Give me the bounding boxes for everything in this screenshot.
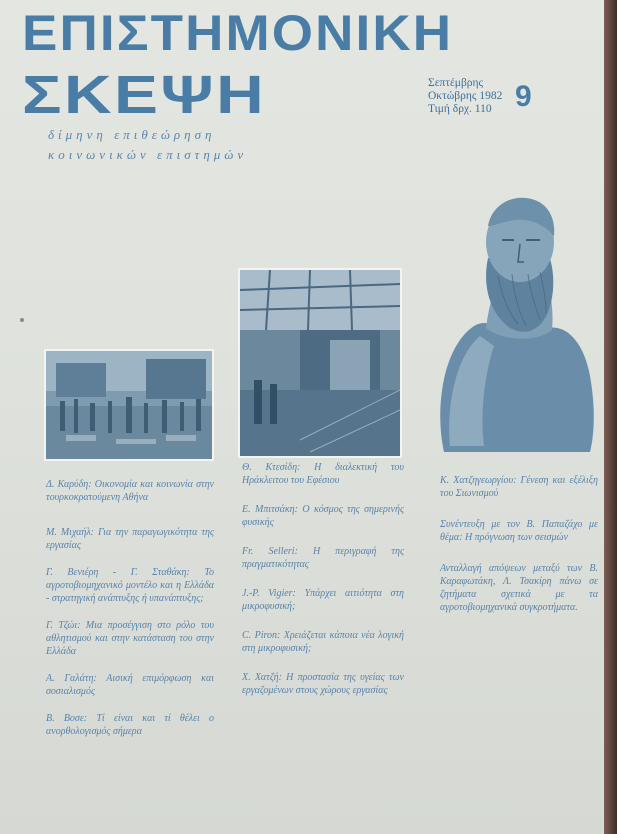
contents-column-1 bbox=[46, 478, 214, 752]
issue-price: Τιμή δρχ. 110 bbox=[428, 103, 492, 115]
article-entry: Θ. Κτεσίδη: Η διαλεκτική του Ηράκλειτου του Εφέσιου bbox=[242, 462, 404, 486]
article-entry: Γ. Τζώι: Μια προσέγγιση στο ρόλο του αθλητισμού και στην κατάσταση του στην Ελλάδα bbox=[46, 620, 214, 657]
article-entry: Ε. Μπιτσάκη: Ο κόσμος της σημερινής φυσικής bbox=[242, 504, 404, 528]
article-entry: C. Piron: Χρειάζεται κάποια νέα λογική στη μικροφυσική; bbox=[242, 630, 404, 654]
factory-interior-photo bbox=[238, 268, 402, 458]
market-scene-photo bbox=[44, 349, 214, 461]
article-entry: J.-P. Vigier: Υπάρχει αιτιότητα στη μικροφυσική; bbox=[242, 588, 404, 612]
article-entry: Μ. Μιχαήλ: Για την παραγωγικότητα της εργασίας bbox=[46, 527, 214, 551]
article-entry: Χ. Χατζή: Η προστασία της υγείας των εργαζομένων στους χώρους εργασίας bbox=[242, 672, 404, 696]
magazine-title-line-1: ΕΠΙΣΤΗΜΟΝΙΚΗ bbox=[22, 5, 454, 61]
subtitle-line-2: κοινωνικών επιστημών bbox=[48, 147, 248, 162]
magazine-title-line-2: ΣΚΕΨΗ bbox=[22, 65, 267, 125]
issue-months-1: Σεπτέμβρης bbox=[428, 77, 484, 89]
article-entry: Β. Βοσε: Τί είναι και τί θέλει ο ανορθολογισμός σήμερα bbox=[46, 713, 214, 737]
heraclitus-bust-image bbox=[428, 196, 600, 458]
article-entry: Γ. Βενιέρη - Γ. Σταθάκη: Το αγροτοβιομηχανικό μοντέλο και η Ελλάδα - στρατηγική ανάπτυξης ή υπανάπτυξης; bbox=[46, 567, 214, 604]
contents-column-2 bbox=[242, 461, 404, 713]
background-edge bbox=[604, 0, 617, 834]
article-entry: Συνέντευξη με τον Β. Παπαζάχο με θέμα: Η πρόγνωση των σεισμών bbox=[440, 519, 598, 543]
article-entry: Δ. Καρύδη: Οικονομία και κοινωνία στην τουρκοκρατούμενη Αθήνα bbox=[46, 479, 214, 503]
issue-months-2: Οκτώβρης 1982 bbox=[428, 90, 503, 102]
issue-number: 9 bbox=[515, 80, 532, 113]
issue-info bbox=[428, 77, 502, 116]
article-entry: Ανταλλαγή απόψεων μεταξύ των Β. Καραφωτάκη, Λ. Τσακίρη πάνω σε ζητήματα σχετικά με τα αγροτοβιομηχανικά συγκροτήματα. bbox=[440, 563, 598, 613]
binding-hole bbox=[20, 318, 24, 322]
subtitle-line-1: δίμηνη επιθεώρηση bbox=[48, 127, 216, 142]
article-entry: Α. Γαλάτη: Αισική επιμόρφωση και σοσιαλισμός bbox=[46, 673, 214, 697]
article-entry: Κ. Χατζηγεωργίου: Γένεση και εξέλιξη του Σιωνισμού bbox=[440, 475, 598, 499]
article-entry: Fr. Selleri: Η περιγραφή της πραγματικότητας bbox=[242, 546, 404, 570]
contents-column-3 bbox=[440, 474, 598, 632]
